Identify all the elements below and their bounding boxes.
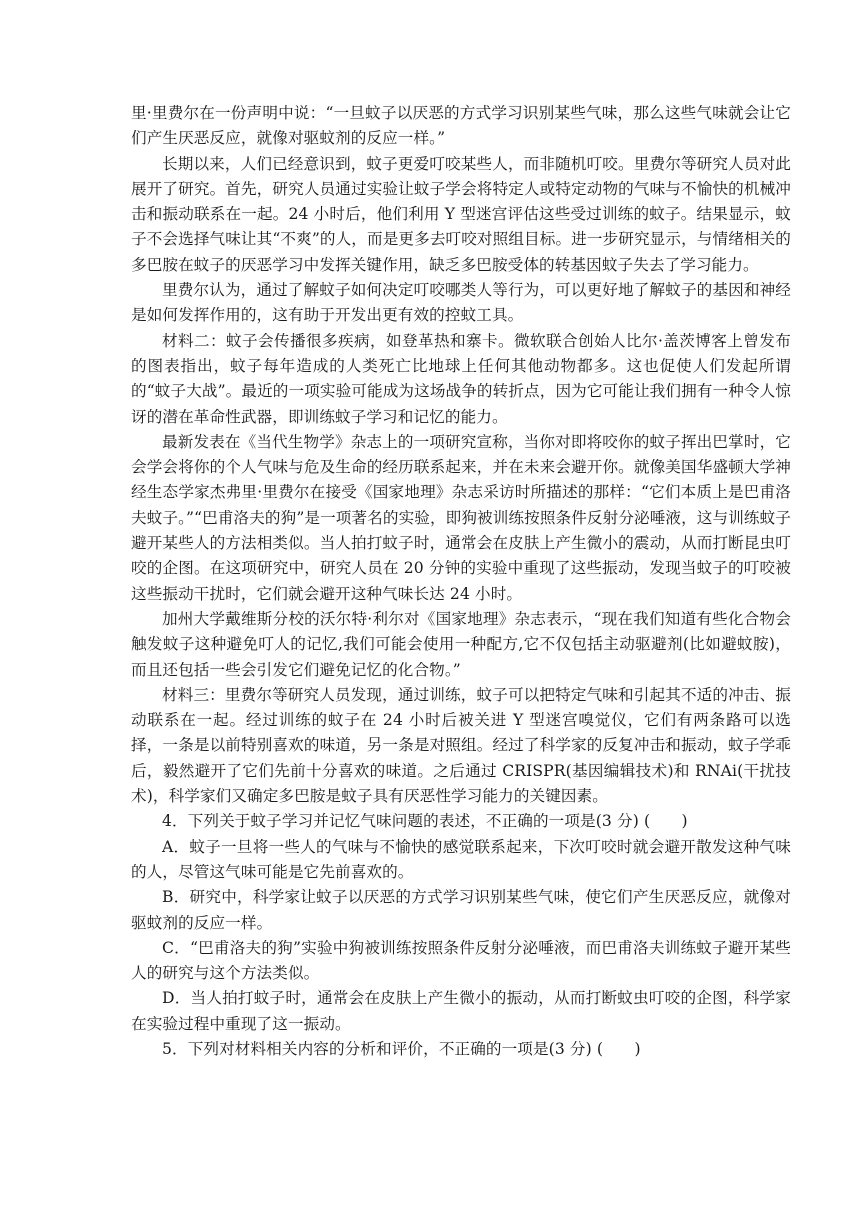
paragraph-material-two-study: 最新发表在《当代生物学》杂志上的一项研究宣称，当你对即将咬你的蚊子挥出巴掌时，它会学会将你的个人气味与危及生命的经历联系起来，并在未来会避开你。就像美国华盛顿大学神经生态学家杰弗里·里费尔在接受《国家地理》杂志采访时所描述的那样：“它们本质上是巴甫洛夫蚊子。”“巴甫洛夫的狗”是一项著名的实验，即狗被训练按照条件反射分泌唾液，这与训练蚊子避开某些人的方法相类似。当人拍打蚊子时，通常会在皮肤上产生微小的震动，从而打断昆虫叮咬的企图。在这项研究中，研究人员在 20 分钟的实验中重现了这些振动，发现当蚊子的叮咬被这些振动干扰时，它们就会避开这种气味长达 24 小时。 (131, 432, 791, 603)
paragraph-material-three: 材料三：里费尔等研究人员发现，通过训练，蚊子可以把特定气味和引起其不适的冲击、振动联系在一起。经过训练的蚊子在 24 小时后被关进 Y 型迷宫嗅觉仪，它们有两条路可以选择，一条是以前特别喜欢的味道，另一条是对照组。经过了科学家的反复冲击和振动，蚊子学乖后，毅然避开了它们先前十分喜欢的味道。之后通过 CRISPR(基因编辑技术)和 RNAi(干扰技术)，科学家们又确定多巴胺是蚊子具有厌恶性学习能力的关键因素。 (131, 685, 791, 806)
question-4-option-d: D．当人拍打蚊子时，通常会在皮肤上产生微小的振动，从而打断蚊虫叮咬的企图，科学家在实验过程中重现了这一振动。 (131, 989, 791, 1033)
paragraph-material-one-quote-end: 里·里费尔在一份声明中说：“一旦蚊子以厌恶的方式学习识别某些气味，那么这些气味就会让它们产生厌恶反应，就像对驱蚊剂的反应一样。” (131, 104, 791, 148)
paragraph-material-one-research: 长期以来，人们已经意识到，蚊子更爱叮咬某些人，而非随机叮咬。里费尔等研究人员对此展开了研究。首先，研究人员通过实验让蚊子学会将特定人或特定动物的气味与不愉快的机械冲击和振动联系在一起。24 小时后，他们利用 Y 型迷宫评估这些受过训练的蚊子。结果显示，蚊子不会选择气味让其“不爽”的人，而是更多去叮咬对照组目标。进一步研究显示，与情绪相关的多巴胺在蚊子的厌恶学习中发挥关键作用，缺乏多巴胺受体的转基因蚊子失去了学习能力。 (131, 154, 791, 274)
question-4-stem: 4．下列关于蚊子学习并记忆气味问题的表述，不正确的一项是(3 分) ( ) (162, 812, 688, 831)
question-4-option-a: A．蚊子一旦将一些人的气味与不愉快的感觉联系起来，下次叮咬时就会避开散发这种气味的人，尽管这气味可能是它先前喜欢的。 (131, 837, 791, 881)
question-5-stem: 5．下列对材料相关内容的分析和评价，不正确的一项是(3 分) ( ) (162, 1039, 641, 1058)
paragraph-material-two-quote: 加州大学戴维斯分校的沃尔特·利尔对《国家地理》杂志表示，“现在我们知道有些化合物会触发蚊子这种避免叮人的记忆,我们可能会使用一种配方,它不仅包括主动驱避剂(比如避蚊胺)，而且还包括一些会引发它们避免记忆的化合物。” (131, 609, 791, 679)
paragraph-material-one-conclusion: 里费尔认为，通过了解蚊子如何决定叮咬哪类人等行为，可以更好地了解蚊子的基因和神经是如何发挥作用的，这有助于开发出更有效的控蚊工具。 (131, 281, 791, 325)
document-body (131, 101, 791, 1062)
paragraph-material-two-intro: 材料二：蚊子会传播很多疾病，如登革热和寨卡。微软联合创始人比尔·盖茨博客上曾发布的图表指出，蚊子每年造成的人类死亡比地球上任何其他动物都多。这也促使人们发起所谓的“蚊子大战”。最近的一项实验可能成为这场战争的转折点，因为它可能让我们拥有一种令人惊讶的潜在革命性武器，即训练蚊子学习和记忆的能力。 (131, 331, 791, 426)
question-4-option-b: B．研究中，科学家让蚊子以厌恶的方式学习识别某些气味，使它们产生厌恶反应，就像对驱蚊剂的反应一样。 (131, 888, 791, 932)
question-4-option-c: C．“巴甫洛夫的狗”实验中狗被训练按照条件反射分泌唾液，而巴甫洛夫训练蚊子避开某些人的研究与这个方法类似。 (131, 938, 791, 983)
